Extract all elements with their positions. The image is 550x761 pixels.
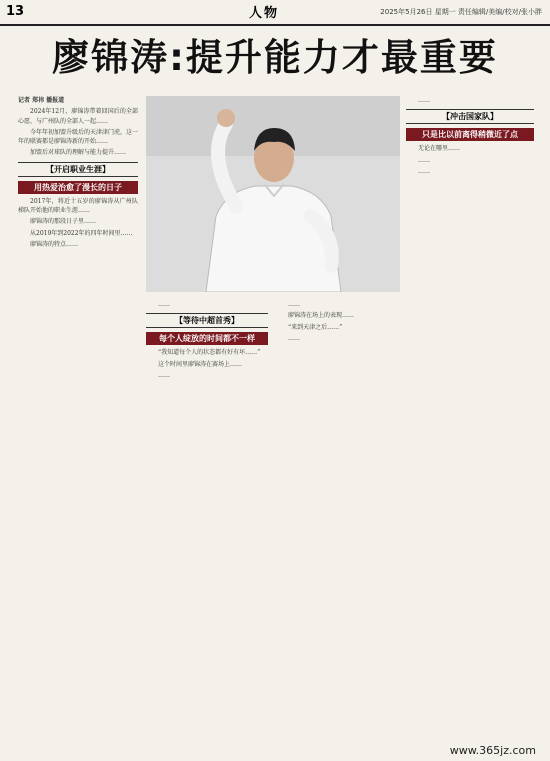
watermark: www.365jz.com (449, 744, 536, 757)
paragraph: …… (418, 167, 430, 175)
subheading: 【开启职业生涯】 (18, 162, 138, 177)
article-column-1 (18, 96, 138, 746)
paragraph: 2017年，将近十五岁的廖锦涛从广州队梯队开始他的职业生涯…… (18, 197, 138, 215)
headline: 廖锦涛:提升能力才最重要 (52, 36, 498, 79)
paragraph: …… (418, 156, 430, 164)
article-column-4 (406, 96, 534, 746)
paragraph: 廖锦涛的那段日子里…… (30, 218, 97, 226)
subheading-banner: 用热爱治愈了漫长的日子 (18, 181, 138, 194)
player-photo-illustration (146, 96, 400, 292)
paragraph: …… (418, 97, 430, 104)
paragraph: “我知道每个人的状态都有好有坏……” (158, 349, 261, 357)
paragraph: 这个时间里廖锦涛在赛场上…… (158, 360, 243, 368)
paragraph: 廖锦涛在场上的表现…… (288, 312, 355, 320)
subheading: 【等待中超首秀】 (146, 313, 268, 328)
paragraph: 今年年初加盟升级后的天津津门虎，这一年的联赛都是廖锦涛新的开始…… (18, 128, 138, 146)
header-info: 2025年5月26日 星期一 责任编辑/美编/校对/张小胖 (380, 8, 542, 16)
paragraph: 无论在哪里…… (418, 145, 461, 153)
article-column-3 (276, 300, 398, 746)
paragraph: …… (288, 301, 300, 308)
paragraph: 2024年12月，廖锦涛带着回国后的全部心愿，与广州队的全部人一起…… (18, 108, 138, 125)
page-number: 13 (6, 4, 25, 19)
paragraph: …… (288, 334, 300, 342)
paragraph: 从2019年到2022年的四年时间里…… (30, 229, 133, 237)
section-name: 人物 (249, 6, 280, 21)
paragraph: 廖锦涛的特点…… (30, 240, 79, 248)
paragraph: …… (158, 301, 170, 308)
paragraph: “来到天津之后……” (288, 323, 343, 331)
player-photo (146, 96, 400, 292)
subheading: 【冲击国家队】 (406, 109, 534, 124)
page-header (0, 0, 550, 26)
article-column-2 (146, 300, 268, 746)
subheading-banner: 每个人绽放的时间都不一样 (146, 332, 268, 345)
paragraph: …… (158, 371, 170, 379)
paragraph: 加盟后对球队的理解与能力提升…… (30, 149, 127, 157)
subheading-banner: 只是比以前离得稍微近了点 (406, 128, 534, 141)
byline: 记者 郑祎 播报道 (18, 97, 65, 104)
